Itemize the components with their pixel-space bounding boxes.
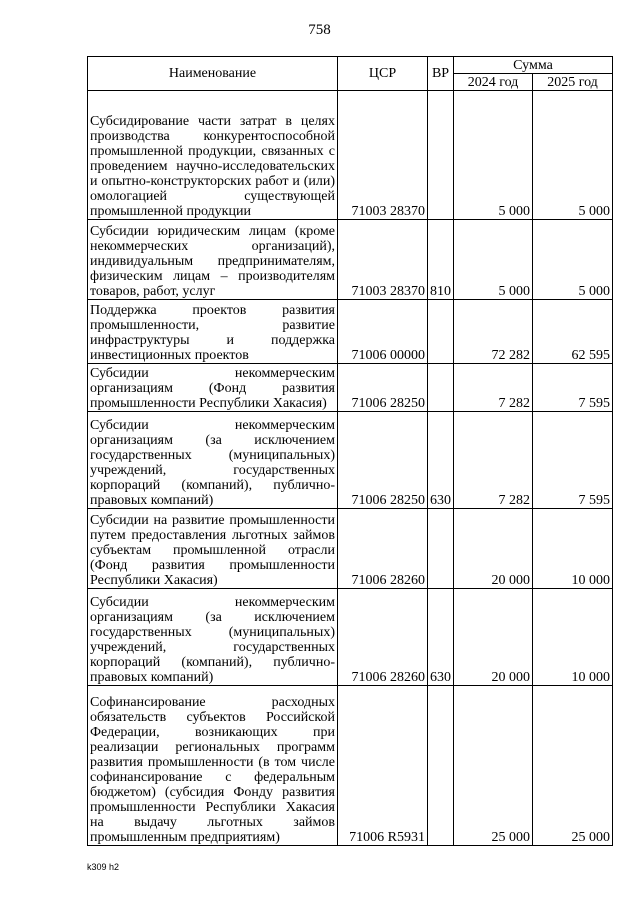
- row-csr: 71006 28250: [338, 412, 428, 509]
- row-csr: 71006 28260: [338, 509, 428, 589]
- row-sum-2024: 5 000: [454, 220, 533, 300]
- row-vr: 810: [428, 220, 454, 300]
- row-csr: 71006 28260: [338, 589, 428, 686]
- page-number: 758: [308, 22, 331, 38]
- row-sum-2024: 20 000: [454, 509, 533, 589]
- header-csr: ЦСР: [338, 57, 428, 91]
- row-vr: [428, 509, 454, 589]
- row-name: Субсидии на развитие промышленности путем предоставления льготных займов субъектам промышленной отрасли (Фонд развития промышленности Республики Хакасия): [88, 509, 338, 589]
- table-row: [88, 364, 613, 412]
- row-sum-2024: 7 282: [454, 364, 533, 412]
- row-name: Субсидии некоммерческим организациям (Фонд развития промышленности Республики Хакасия): [88, 364, 338, 412]
- row-sum-2025: 62 595: [533, 300, 613, 364]
- row-name: Субсидии некоммерческим организациям (за исключением государственных (муниципальных) учреждений, государственных корпораций (компаний), публично-правовых компаний): [88, 412, 338, 509]
- row-name: Субсидирование части затрат в целях производства конкурентоспособной промышленной продукции, связанных с проведением научно-исследовательских и опытно-конструкторских работ и (или) омологацией существующей промышленной продукции: [88, 91, 338, 220]
- row-vr: [428, 91, 454, 220]
- row-csr: 71006 00000: [338, 300, 428, 364]
- row-sum-2025: 5 000: [533, 220, 613, 300]
- row-sum-2024: 25 000: [454, 686, 533, 846]
- header-year-2025: 2025 год: [533, 74, 613, 91]
- row-sum-2024: 5 000: [454, 91, 533, 220]
- header-vr: ВР: [428, 57, 454, 91]
- row-sum-2025: 7 595: [533, 364, 613, 412]
- row-vr: 630: [428, 412, 454, 509]
- row-name: Поддержка проектов развития промышленности, развитие инфраструктуры и поддержка инвестиционных проектов: [88, 300, 338, 364]
- row-csr: 71006 28250: [338, 364, 428, 412]
- row-sum-2025: 10 000: [533, 509, 613, 589]
- table-header: [88, 57, 613, 91]
- table-row: [88, 509, 613, 589]
- row-vr: [428, 364, 454, 412]
- header-name: Наименование: [88, 57, 338, 91]
- table-row: [88, 412, 613, 509]
- row-sum-2024: 7 282: [454, 412, 533, 509]
- row-sum-2025: 7 595: [533, 412, 613, 509]
- row-sum-2024: 72 282: [454, 300, 533, 364]
- row-sum-2025: 5 000: [533, 91, 613, 220]
- row-csr: 71006 R5931: [338, 686, 428, 846]
- row-vr: [428, 300, 454, 364]
- row-sum-2024: 20 000: [454, 589, 533, 686]
- row-vr: 630: [428, 589, 454, 686]
- row-vr: [428, 686, 454, 846]
- footer-code: k309 h2: [87, 862, 120, 872]
- row-name: Субсидии юридическим лицам (кроме некоммерческих организаций), индивидуальным предпринимателям, физическим лицам – производителям товаров, работ, услуг: [88, 220, 338, 300]
- header-year-2024: 2024 год: [454, 74, 533, 91]
- budget-table: [87, 56, 613, 846]
- row-csr: 71003 28370: [338, 220, 428, 300]
- row-sum-2025: 10 000: [533, 589, 613, 686]
- row-name: Субсидии некоммерческим организациям (за исключением государственных (муниципальных) учреждений, государственных корпораций (компаний), публично-правовых компаний): [88, 589, 338, 686]
- row-csr: 71003 28370: [338, 91, 428, 220]
- table-row: [88, 300, 613, 364]
- row-sum-2025: 25 000: [533, 686, 613, 846]
- table-row: [88, 91, 613, 220]
- row-name: Софинансирование расходных обязательств субъектов Российской Федерации, возникающих при реализации региональных программ развития промышленности (в том числе софинансирование с федеральным бюджетом) (субсидия Фонду развития промышленности Республики Хакасия на выдачу льготных займов промышленным предприятиям): [88, 686, 338, 846]
- header-sum: Сумма: [454, 57, 613, 74]
- table-row: [88, 686, 613, 846]
- table-row: [88, 220, 613, 300]
- table-row: [88, 589, 613, 686]
